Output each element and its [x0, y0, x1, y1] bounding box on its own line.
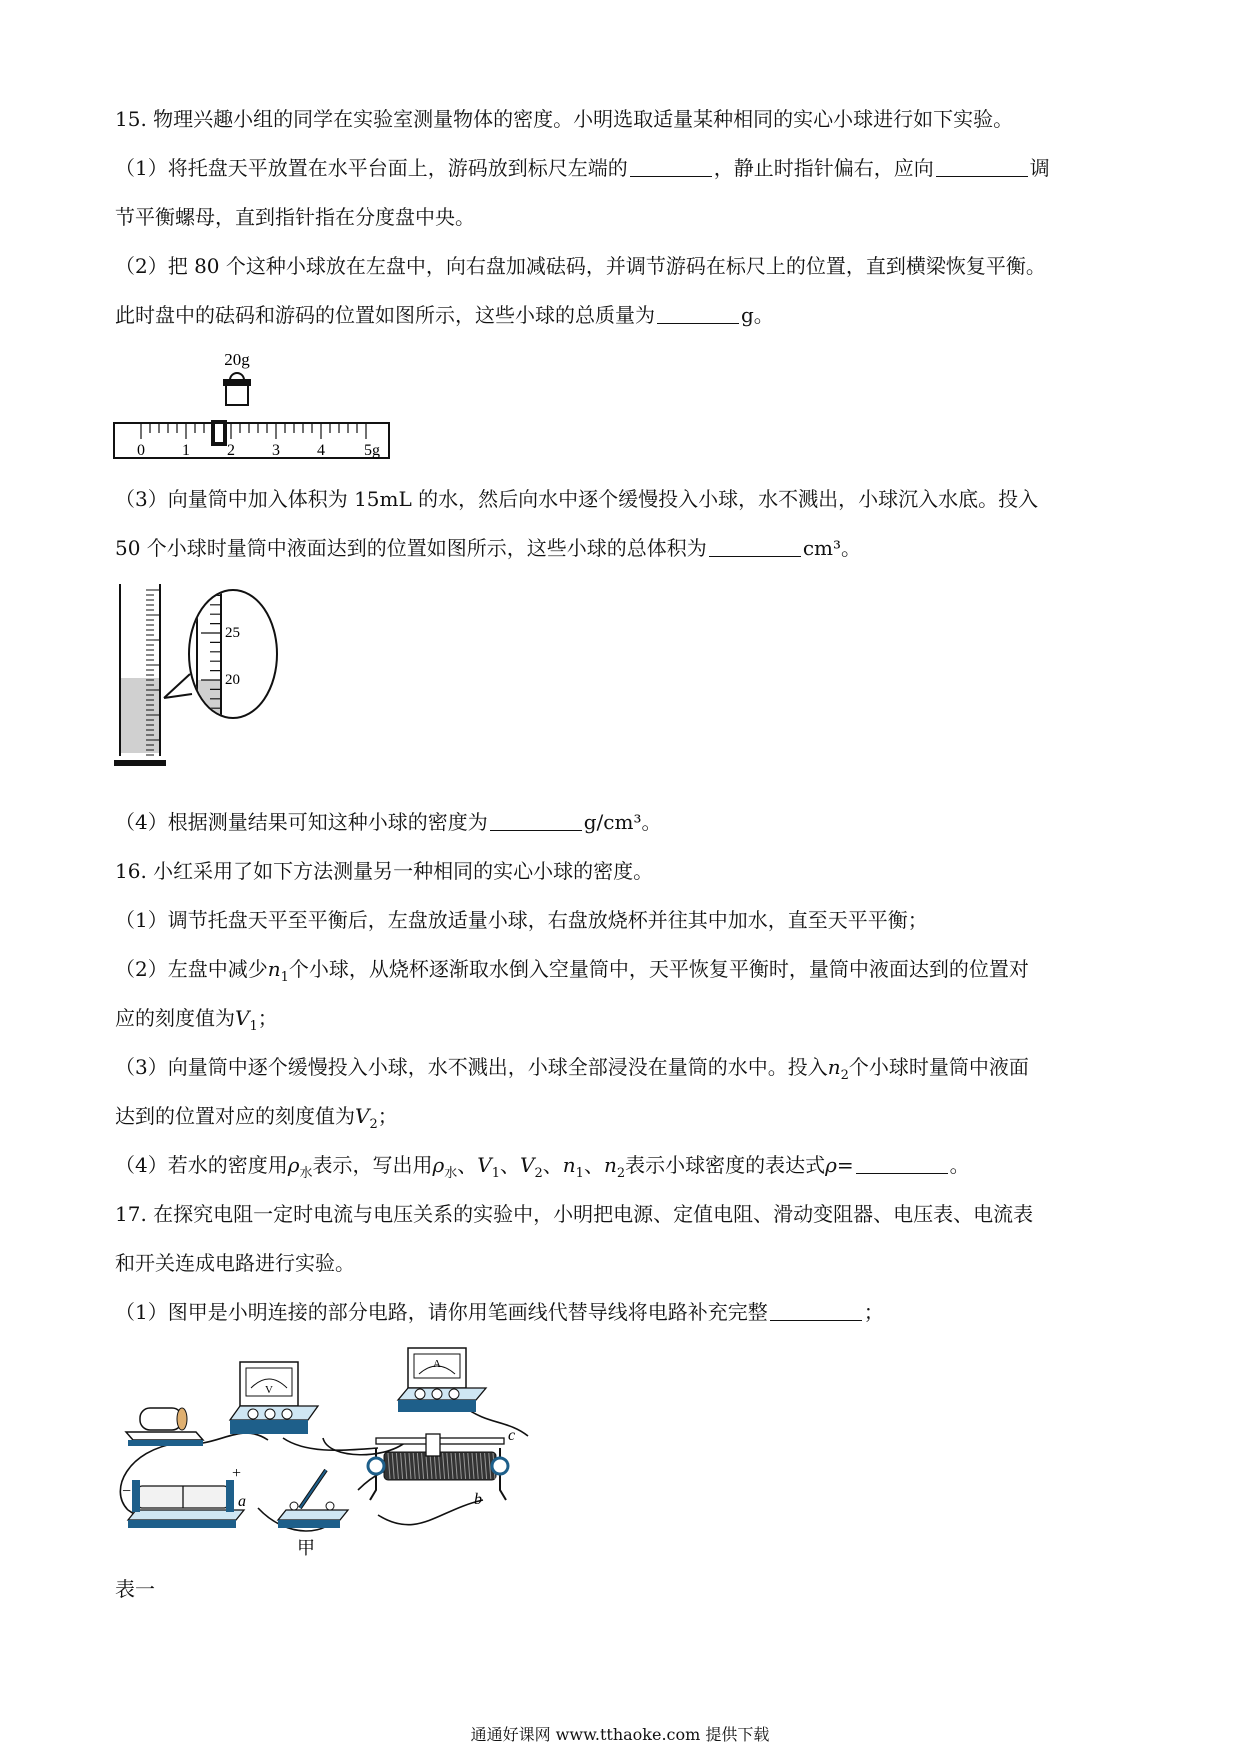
q17-title-line1: 17. 在探究电阻一定时电流与电压关系的实验中，小明把电源、定值电阻、滑动变阻器、电压表、电流表: [115, 1202, 1034, 1226]
tick-label-2: 2: [227, 442, 235, 459]
q15-p2-text: 此时盘中的砝码和游码的位置如图所示，这些小球的总质量为: [115, 303, 655, 327]
var-v2-b-sub: 2: [534, 1166, 543, 1181]
q16-p4-text-a: （4）若水的密度用: [115, 1153, 288, 1177]
q16-p3-end: ；: [377, 1104, 398, 1128]
terminal-b-label: b: [474, 1491, 482, 1508]
battery-minus-label: −: [122, 1483, 132, 1500]
q16-p2-text-b: 个小球，从烧杯逐渐取水倒入空量筒中，天平恢复平衡时，量筒中液面达到的位置对: [288, 957, 1029, 981]
q17-p1-end: ；: [863, 1300, 884, 1324]
sep: 、: [500, 1153, 521, 1177]
q16-part1: （1）调节托盘天平至平衡后，左盘放适量小球，右盘放烧杯并往其中加水，直至天平平衡；: [115, 908, 928, 932]
var-v2: V: [355, 1104, 370, 1128]
balance-scale-figure: [112, 345, 402, 465]
q16-title: 16. 小红采用了如下方法测量另一种相同的实心小球的密度。: [115, 859, 654, 883]
q17-title-line2: 和开关连成电路进行实验。: [115, 1251, 355, 1275]
mag-label-20: 20: [225, 672, 240, 688]
magnified-view-icon: [164, 578, 277, 736]
answer-blank-density[interactable]: [490, 812, 582, 831]
q16-part3-line2: [115, 1103, 398, 1138]
var-rho-water-2: ρ: [432, 1153, 445, 1177]
var-n2-b: n: [603, 1153, 617, 1177]
sep: 、: [583, 1153, 604, 1177]
q16-p4-text-g: 表示小球密度的表达式: [625, 1153, 826, 1177]
q16-p2-text-a: （2）左盘中减少: [115, 957, 268, 981]
q15-p3-unit: cm³。: [802, 536, 861, 560]
var-rho-water-2-sub: 水: [444, 1166, 458, 1181]
table-label: 表一: [115, 1577, 155, 1601]
figure-caption: 甲: [297, 1538, 315, 1559]
rheostat-icon: [368, 1427, 515, 1508]
q16-p3-text-a: （3）向量筒中逐个缓慢投入小球，水不溅出，小球全部浸没在量筒的水中。投入: [115, 1055, 828, 1079]
q16-p3-text-b: 个小球时量筒中液面: [848, 1055, 1029, 1079]
terminal-a-label: a: [238, 1493, 246, 1510]
q15-p1-text-b: ，静止时指针偏右，应向: [713, 156, 934, 180]
answer-blank-circuit[interactable]: [770, 1302, 862, 1321]
tick-label-5g: 5g: [364, 442, 380, 459]
q15-part2-line1: （2）把 80 个这种小球放在左盘中，向右盘加减砝码，并调节游码在标尺上的位置，直到横梁恢复平衡。: [115, 254, 1046, 278]
q16-p3-text-c: 达到的位置对应的刻度值为: [115, 1104, 355, 1128]
var-v1: V: [235, 1006, 250, 1030]
var-v2-sub: 2: [369, 1117, 378, 1132]
var-v1-b-sub: 1: [491, 1166, 501, 1181]
terminal-c-label: c: [508, 1427, 516, 1444]
q16-part4: [115, 1152, 970, 1187]
tick-label-1: 1: [182, 442, 190, 459]
tick-label-0: 0: [137, 442, 145, 459]
switch-icon: [278, 1470, 348, 1559]
weight-label: 20g: [224, 350, 250, 369]
ammeter-icon: [398, 1348, 486, 1412]
sep: 、: [457, 1153, 478, 1177]
var-v1-sub: 1: [249, 1019, 258, 1034]
ammeter-label: A: [433, 1358, 441, 1370]
q16-p2-text-c: 应的刻度值为: [115, 1006, 235, 1030]
q15-part4: [115, 809, 661, 835]
var-n1-b: n: [562, 1153, 576, 1177]
q16-part3-line1: [115, 1054, 1029, 1089]
fixed-resistor-icon: [126, 1408, 203, 1446]
var-n1: n: [267, 957, 281, 981]
rider-marker[interactable]: [213, 422, 225, 444]
mag-label-25: 25: [225, 625, 240, 641]
q15-p4-unit: g/cm³。: [583, 810, 662, 834]
q15-part3-line1: （3）向量筒中加入体积为 15mL 的水，然后向水中逐个缓慢投入小球，水不溅出，小球沉入水底。投入: [115, 487, 1039, 511]
q16-p4-end: 。: [949, 1153, 970, 1177]
graduated-cylinder-figure: [112, 578, 302, 778]
var-n1-b-sub: 1: [575, 1166, 584, 1181]
answer-blank-expression[interactable]: [856, 1155, 948, 1174]
var-n1-sub: 1: [280, 970, 289, 985]
q15-part2-line2: [115, 302, 774, 328]
tick-label-4: 4: [317, 442, 325, 459]
sep: 、: [542, 1153, 563, 1177]
q16-p4-text-b: 表示，写出用: [312, 1153, 433, 1177]
q15-title: 15. 物理兴趣小组的同学在实验室测量物体的密度。小明选取适量某种相同的实心小球进行如下实验。: [115, 107, 1014, 131]
answer-blank-volume[interactable]: [709, 538, 801, 557]
battery-plus-label: +: [232, 1465, 242, 1482]
weight-icon: [224, 373, 250, 405]
var-v2-b: V: [520, 1153, 535, 1177]
var-rho-ball: ρ: [825, 1153, 837, 1177]
var-n2-sub: 2: [840, 1068, 849, 1083]
var-rho-water: ρ: [287, 1153, 300, 1177]
circuit-figure: [108, 1340, 598, 1560]
q15-p2-unit: g。: [741, 303, 774, 327]
answer-blank-mass[interactable]: [657, 305, 739, 324]
voltmeter-label: V: [265, 1384, 273, 1396]
q16-part2-line1: [115, 956, 1029, 991]
q15-part1-line1: [115, 155, 1050, 181]
answer-blank-direction[interactable]: [936, 158, 1028, 177]
tick-label-3: 3: [272, 442, 280, 459]
q15-part1-line2: 节平衡螺母，直到指针指在分度盘中央。: [115, 205, 475, 229]
q15-p1-text-a: （1）将托盘天平放置在水平台面上，游码放到标尺左端的: [115, 156, 628, 180]
var-rho-water-sub: 水: [299, 1166, 313, 1181]
var-v1-b: V: [477, 1153, 492, 1177]
q17-part1: [115, 1299, 884, 1325]
cylinder-icon: [114, 584, 166, 766]
page-footer: 通通好课网 www.tthaoke.com 提供下载: [470, 1725, 770, 1744]
voltmeter-icon: [230, 1362, 318, 1434]
equals-sign: =: [836, 1153, 854, 1177]
answer-blank-zero-mark[interactable]: [630, 158, 712, 177]
q16-p2-end: ；: [257, 1006, 278, 1030]
q15-p1-text-c: 调: [1029, 156, 1050, 180]
q15-part3-line2: [115, 535, 861, 561]
battery-icon: [122, 1465, 246, 1528]
var-n2: n: [827, 1055, 841, 1079]
q15-p3-text: 50 个小球时量筒中液面达到的位置如图所示，这些小球的总体积为: [115, 536, 707, 560]
q15-p4-text: （4）根据测量结果可知这种小球的密度为: [115, 810, 488, 834]
q16-part2-line2: [115, 1005, 278, 1040]
q17-p1-text: （1）图甲是小明连接的部分电路，请你用笔画线代替导线将电路补充完整: [115, 1300, 768, 1324]
var-n2-b-sub: 2: [616, 1166, 626, 1181]
